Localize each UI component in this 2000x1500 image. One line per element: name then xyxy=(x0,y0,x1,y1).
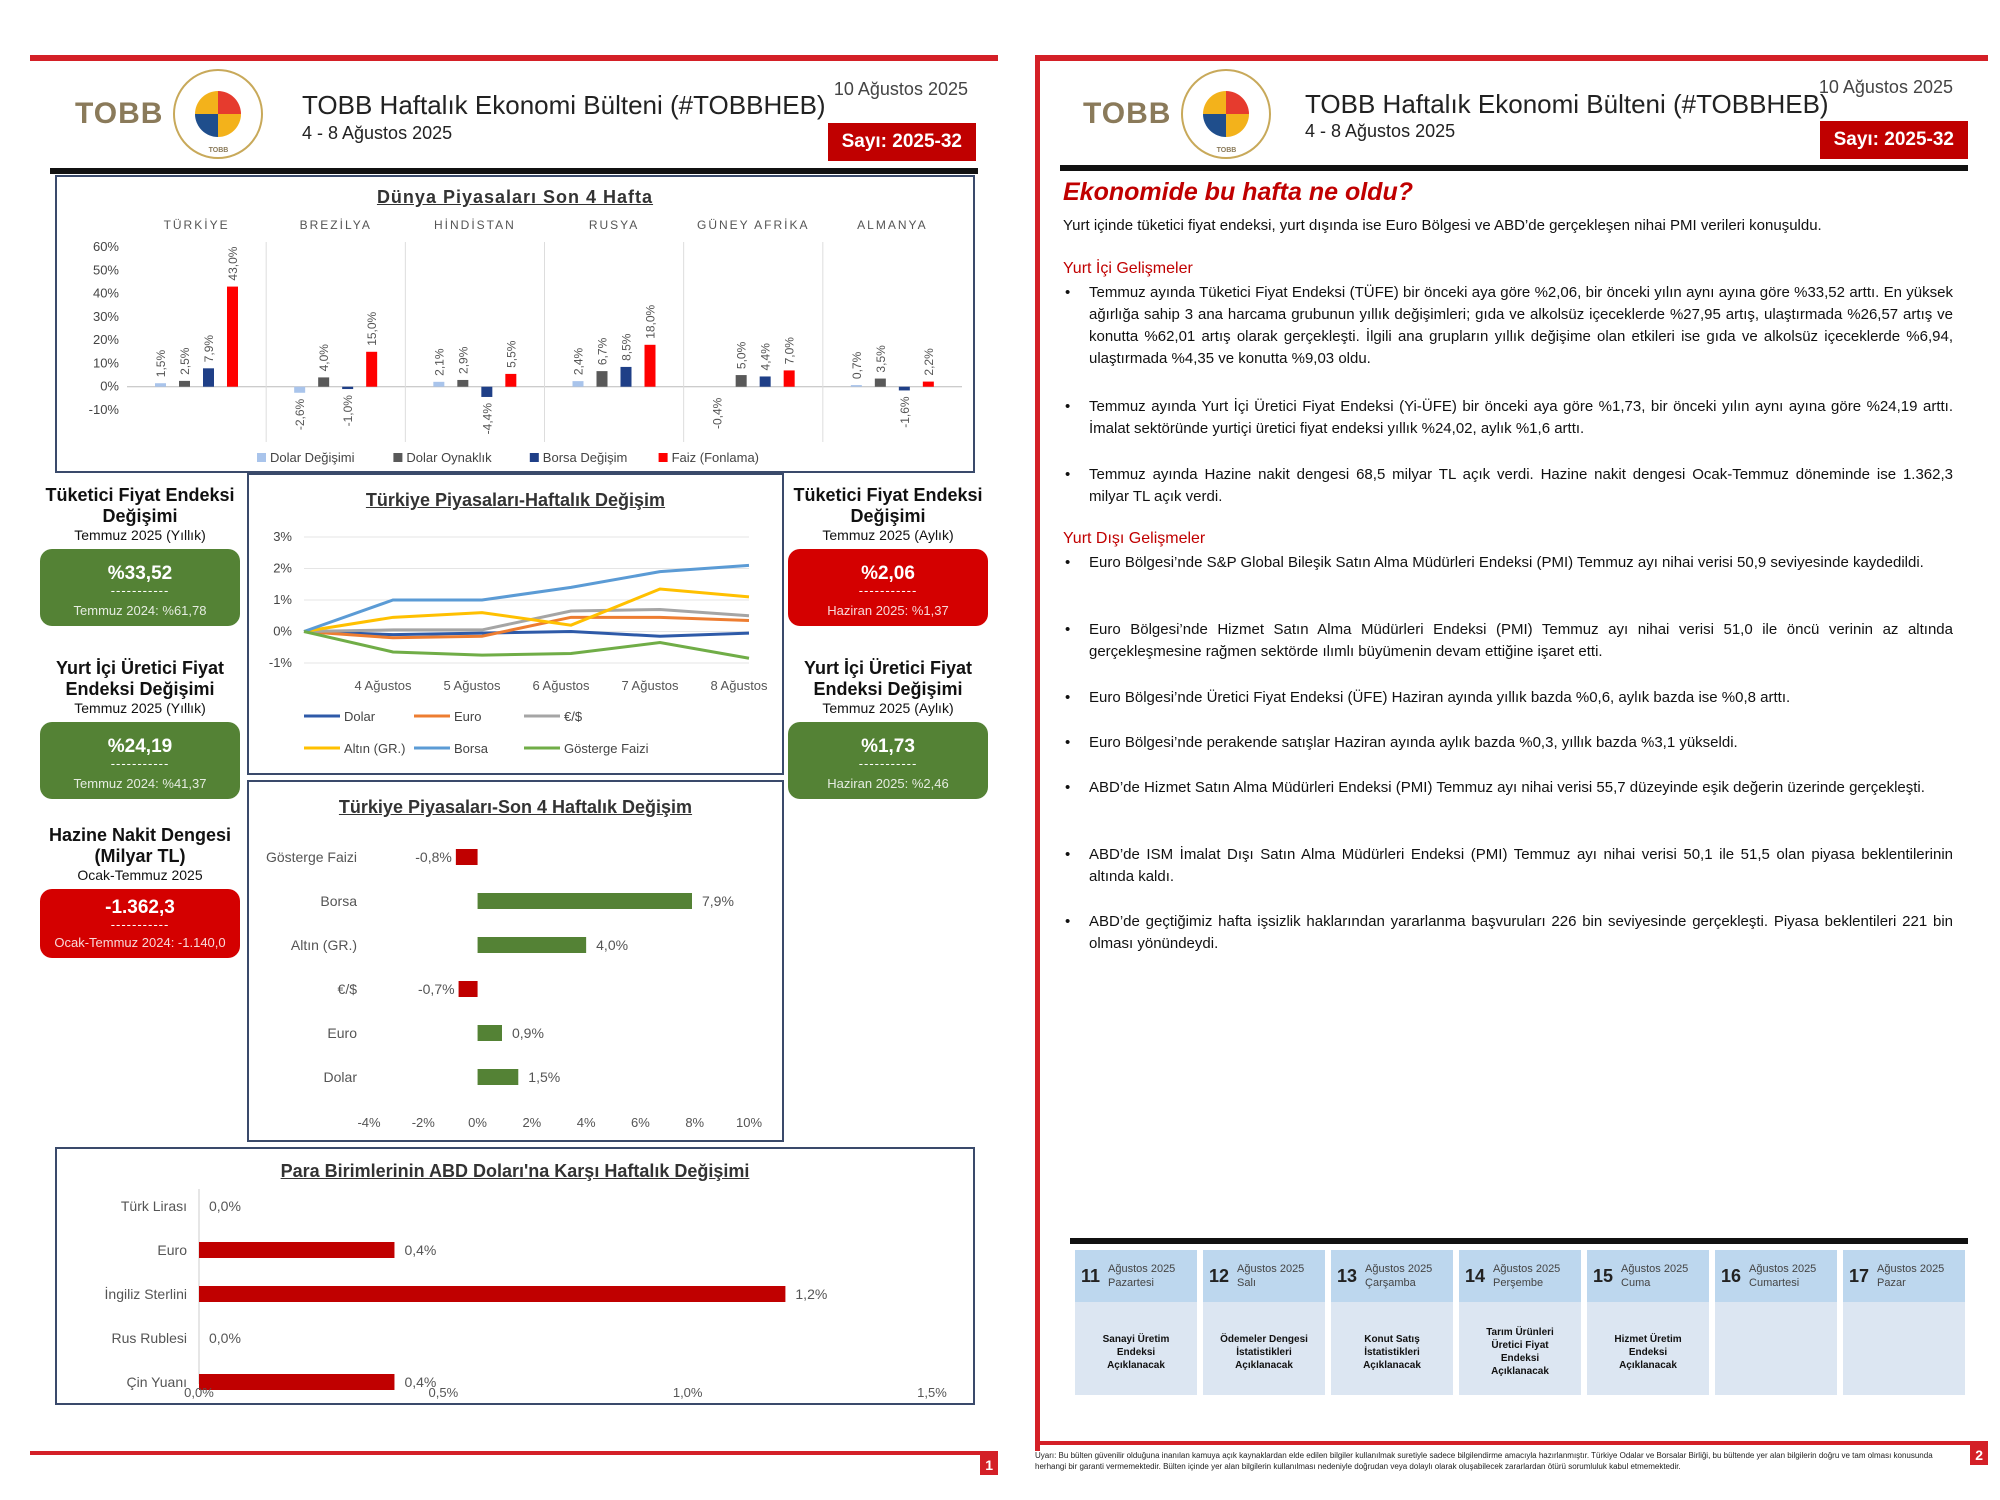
category-label: TÜRKİYE xyxy=(163,218,230,232)
foreign-item: • ABD’de Hizmet Satın Alma Müdürleri Endeksi (PMI) Temmuz ayı nihai verisi 55,7 düzeyinde eşik değerin üzerinde gerçekleşti. xyxy=(1063,777,1953,799)
bar-Dolar Oynaklık xyxy=(179,381,190,387)
bar-Faiz (Fonlama) xyxy=(923,382,934,387)
indicator-period: Temmuz 2025 (Aylık) xyxy=(822,527,954,543)
data-label: 7,0% xyxy=(782,337,797,365)
bulletin-date: 10 Ağustos 2025 xyxy=(833,79,968,99)
legend-label: Faiz (Fonlama) xyxy=(671,450,760,465)
x-tick-label: -2% xyxy=(411,1115,435,1130)
foreign-heading: Yurt Dışı Gelişmeler xyxy=(1063,530,1206,547)
category-label: Gösterge Faizi xyxy=(265,849,357,865)
ppi-monthly-indicator xyxy=(788,658,988,799)
x-tick-label: 4% xyxy=(576,1115,596,1130)
bar-Borsa Değişim xyxy=(342,387,353,389)
bulletin-date: 10 Ağustos 2025 xyxy=(1818,77,1953,97)
data-label: 0,0% xyxy=(209,1198,241,1214)
data-label: 2,1% xyxy=(432,348,447,376)
bar xyxy=(456,849,478,865)
data-label: 3,5% xyxy=(873,345,888,373)
data-label: -4,4% xyxy=(480,402,495,435)
four-week-change-svg xyxy=(249,782,782,1140)
legend-swatch xyxy=(530,453,539,462)
data-label: 7,9% xyxy=(202,334,216,363)
calendar-day: 12 Ağustos 2025 Salı Ödemeler Dengesi İstatistikleri Açıklanacak xyxy=(1203,1250,1325,1395)
cpi-yearly-indicator xyxy=(40,485,240,626)
domestic-item: • Temmuz ayında Yurt İçi Üretici Fiyat Endeksi (Yi-ÜFE) bir önceki aya göre %1,73, bir önceki yılın aynı ayına göre %24,19 arttı. İmalat sektöründe yurtiçi üretici fiyat endeksi yıllık %24,02, aylık %1,6 arttı. xyxy=(1063,396,1953,440)
left-red-border xyxy=(1035,55,1040,1451)
y-tick-label: 20% xyxy=(92,332,119,348)
bar xyxy=(478,937,587,953)
data-label: 0,4% xyxy=(404,1374,437,1390)
y-tick-label: -10% xyxy=(88,402,119,417)
foreign-item: • ABD’de ISM İmalat Dışı Satın Alma Müdürleri Endeksi (PMI) Temmuz ayı nihai verisi 50,1 ile 51,5 olan piyasa beklentilerinin altında kaldı. xyxy=(1063,844,1953,888)
x-tick-label: 6% xyxy=(631,1115,650,1130)
indicator-card: -1.362,3 ----------- Ocak-Temmuz 2024: -1.140,0 xyxy=(40,889,240,958)
chart-title: Türkiye Piyasaları-Son 4 Haftalık Değişim xyxy=(338,797,693,817)
indicator-title: Yurt İçi Üretici Fiyat Endeksi Değişimi xyxy=(803,658,973,699)
x-tick-label: 1,0% xyxy=(672,1385,703,1400)
y-tick-label: 3% xyxy=(273,529,292,544)
header-red-line xyxy=(1035,55,1988,61)
data-label: -1,0% xyxy=(341,395,356,427)
world-markets-svg xyxy=(57,177,973,471)
legend-label: Altın (GR.) xyxy=(344,741,406,756)
currency-change-chart xyxy=(55,1147,975,1405)
bulletin-title: TOBB Haftalık Ekonomi Bülteni (#TOBBHEB) xyxy=(1305,89,1829,119)
indicator-period: Ocak-Temmuz 2025 xyxy=(77,867,203,883)
data-label: 2,2% xyxy=(921,348,936,376)
indicator-title: Hazine Nakit Dengesi (Milyar TL) xyxy=(48,825,232,866)
data-label: 4,0% xyxy=(317,344,332,372)
calendar-event: Sanayi Üretim Endeksi Açıklanacak xyxy=(1102,1333,1170,1371)
category-label: RUSYA xyxy=(588,218,640,232)
data-label: -1,6% xyxy=(897,396,912,428)
indicator-value: %33,52 xyxy=(107,563,173,584)
tobb-seal-icon: TOBB xyxy=(173,69,263,159)
data-label: 5,5% xyxy=(504,340,519,368)
bar-Dolar Değişimi xyxy=(851,385,862,387)
data-label: 2,5% xyxy=(178,347,192,375)
x-tick-label: 5 Ağustos xyxy=(443,678,501,693)
category-label: Euro xyxy=(327,1025,357,1041)
bar xyxy=(199,1374,394,1390)
legend-label: Dolar Değişimi xyxy=(270,450,355,465)
data-label: 43,0% xyxy=(226,246,240,281)
bulletin-week: 4 - 8 Ağustos 2025 xyxy=(302,123,453,143)
legend-swatch xyxy=(393,453,402,462)
indicator-card: %33,52 ----------- Temmuz 2024: %61,78 xyxy=(40,549,240,626)
bar xyxy=(478,893,692,909)
bar xyxy=(478,1069,519,1085)
indicator-value: -1.362,3 xyxy=(105,897,175,918)
bar-Dolar Değişimi xyxy=(433,382,444,387)
data-label: 7,9% xyxy=(702,893,734,909)
data-label: 18,0% xyxy=(643,304,658,339)
bar-Borsa Değişim xyxy=(203,368,214,386)
calendar-divider xyxy=(1070,1238,1968,1244)
category-label: Borsa xyxy=(320,893,357,909)
category-label: BREZİLYA xyxy=(299,218,372,232)
legend-label: Dolar xyxy=(344,709,376,724)
bar-Faiz (Fonlama) xyxy=(784,370,795,386)
domestic-heading: Yurt İçi Gelişmeler xyxy=(1063,260,1193,277)
category-label: Rus Rublesi xyxy=(111,1330,187,1346)
header-divider xyxy=(50,168,978,174)
calendar-day: 14 Ağustos 2025 Perşembe Tarım Ürünleri Üretici Fiyat Endeksi Açıklanacak xyxy=(1459,1250,1581,1395)
page-2 xyxy=(1035,55,1988,1475)
chart-title: Dünya Piyasaları Son 4 Hafta xyxy=(376,187,654,207)
bar-Dolar Oynaklık xyxy=(597,371,608,387)
indicator-value: %2,06 xyxy=(861,563,915,584)
indicator-card: %2,06 ----------- Haziran 2025: %1,37 xyxy=(788,549,988,626)
x-tick-label: 1,5% xyxy=(917,1385,947,1400)
x-tick-label: 6 Ağustos xyxy=(532,678,590,693)
y-tick-label: 40% xyxy=(92,285,119,301)
x-tick-label: 0,5% xyxy=(428,1385,459,1400)
cpi-monthly-indicator xyxy=(788,485,988,626)
footer-red-line xyxy=(1035,1441,1988,1445)
legend-label: Euro xyxy=(454,709,482,724)
bar-Faiz (Fonlama) xyxy=(366,352,377,387)
section-title: Ekonomide bu hafta ne oldu? xyxy=(1063,178,1413,206)
foreign-item: • Euro Bölgesi’nde perakende satışlar Haziran ayında aylık bazda %0,3, yıllık bazda %3,1 yükseldi. xyxy=(1063,732,1953,754)
bar-Faiz (Fonlama) xyxy=(227,287,238,387)
tobb-logo xyxy=(1083,69,1271,159)
bar-Dolar Oynaklık xyxy=(457,380,468,387)
calendar-event xyxy=(1715,1302,1837,1392)
legend-swatch xyxy=(257,453,266,462)
x-tick-label: 2% xyxy=(522,1115,542,1130)
tobb-seal-icon: TOBB xyxy=(1181,69,1271,159)
indicator-title: Yurt İçi Üretici Fiyat Endeksi Değişimi xyxy=(55,658,225,699)
data-label: 4,0% xyxy=(596,937,629,953)
indicator-period: Temmuz 2025 (Yıllık) xyxy=(74,527,206,543)
calendar-day: 17 Ağustos 2025 Pazar xyxy=(1843,1250,1965,1395)
calendar-event: Ödemeler Dengesi İstatistikleri Açıklanacak xyxy=(1220,1333,1308,1371)
category-label: HİNDİSTAN xyxy=(434,218,516,232)
bar xyxy=(459,981,478,997)
indicator-period: Temmuz 2025 (Yıllık) xyxy=(74,700,206,716)
data-label: 2,4% xyxy=(571,347,586,376)
y-tick-label: -1% xyxy=(268,655,292,670)
bulletin-title: TOBB Haftalık Ekonomi Bülteni (#TOBBHEB) xyxy=(302,90,826,120)
weekly-calendar xyxy=(1075,1250,1965,1395)
category-label: Dolar xyxy=(323,1069,357,1085)
indicator-title: Tüketici Fiyat Endeksi Değişimi xyxy=(45,485,235,526)
legend-label: Gösterge Faizi xyxy=(564,741,649,756)
indicator-previous: Temmuz 2024: %61,78 xyxy=(73,603,207,618)
data-label: -0,4% xyxy=(710,397,725,430)
bar-Borsa Değişim xyxy=(481,387,492,397)
disclaimer: Uyarı: Bu bülten güvenilir olduğuna inanılan kamuya açık kaynaklardan elde edilen bilgiler kullanılmak suretiyle sadece bilgilendirme amacıyla hazırlanmıştır. Türkiye Odalar ve Borsalar Birliği, bu bültende yer alan bilgilerin doğru ve tam olması konusunda herhangi bir garanti vermemektedir. Bülten içinde yer alan bilgilerin kullanılması nedeniyle doğrudan veya dolaylı olarak oluşabilecek zararlardan ötürü sorumluluk kabul etmemektedir. xyxy=(1035,1451,1933,1471)
category-label: İngiliz Sterlini xyxy=(104,1286,187,1302)
indicator-period: Temmuz 2025 (Aylık) xyxy=(822,700,954,716)
y-tick-label: 2% xyxy=(273,560,292,576)
calendar-event: Hizmet Üretim Endeksi Açıklanacak xyxy=(1614,1333,1682,1371)
indicator-card: %1,73 ----------- Haziran 2025: %2,46 xyxy=(788,722,988,799)
foreign-item: • Euro Bölgesi’nde Hizmet Satın Alma Müdürleri Endeksi (PMI) Temmuz ayı nihai verisi 51,0 ile öncü verinin az altında gerçekleşmesine rağmen sektörde ılımlı büyümenin devam ettiğine işaret etti. xyxy=(1063,619,1953,663)
category-label: €/$ xyxy=(337,981,357,997)
y-tick-label: 50% xyxy=(92,262,119,278)
page-number: 2 xyxy=(1970,1445,1988,1465)
header-divider xyxy=(1060,165,1968,171)
calendar-day: 16 Ağustos 2025 Cumartesi xyxy=(1715,1250,1837,1395)
data-label: -0,8% xyxy=(415,849,452,865)
data-label: 6,7% xyxy=(595,337,610,366)
data-label: -2,6% xyxy=(293,398,308,431)
bulletin-week: 4 - 8 Ağustos 2025 xyxy=(1305,121,1456,141)
bar-Faiz (Fonlama) xyxy=(505,374,516,387)
treasury-indicator xyxy=(40,825,240,958)
y-tick-label: 0% xyxy=(273,623,292,639)
page-1 xyxy=(30,55,998,1475)
category-label: Altın (GR.) xyxy=(290,937,357,953)
legend-label: Borsa xyxy=(454,741,488,756)
data-label: 8,5% xyxy=(619,333,634,361)
category-label: Türk Lirası xyxy=(120,1198,187,1214)
legend-label: Dolar Oynaklık xyxy=(406,450,492,465)
category-label: GÜNEY AFRİKA xyxy=(697,218,810,232)
calendar-day: 15 Ağustos 2025 Cuma Hizmet Üretim Endeksi Açıklanacak xyxy=(1587,1250,1709,1395)
x-tick-label: 4 Ağustos xyxy=(354,678,412,693)
y-tick-label: 1% xyxy=(273,592,292,607)
y-tick-label: 0% xyxy=(100,378,119,394)
data-label: 1,2% xyxy=(795,1286,828,1302)
bar xyxy=(199,1286,785,1302)
data-label: 5,0% xyxy=(734,341,749,370)
data-label: 0,9% xyxy=(512,1025,544,1041)
foreign-item: • Euro Bölgesi’nde S&P Global Bileşik Satın Alma Müdürleri Endeksi (PMI) Temmuz ayı nihai verisi 50,9 seviyesinde kaydedildi. xyxy=(1063,552,1953,574)
data-label: 4,4% xyxy=(758,343,773,371)
intro-text: Yurt içinde tüketici fiyat endeksi, yurt dışında ise Euro Bölgesi ve ABD’de gerçekleşen nihai PMI verileri konuşuldu. xyxy=(1063,217,1822,234)
data-label: 15,0% xyxy=(365,311,380,346)
data-label: 0,0% xyxy=(209,1330,241,1346)
ppi-yearly-indicator xyxy=(40,658,240,799)
bar-Borsa Değişim xyxy=(760,376,771,386)
category-label: ALMANYA xyxy=(857,218,928,232)
domestic-item: • Temmuz ayında Tüketici Fiyat Endeksi (TÜFE) bir önceki aya göre %2,06, bir önceki yılın aynı ayına göre %33,52 arttı. En yüksek ağırlığa sahip 3 ana harcama grubunun yıllık değişimleri; gıda ve alkolsüz içeceklerde %27,95 artış, ulaştırmada %26,57 artış ve konutta %62,01 artış olarak gerçekleşti. İlgili ana grupların yıllık değişime olan etkileri ise gıda ve alkolsüz içeceklerde %6,94, ulaştırmada %4,35 ve konutta %9,03 oldu. xyxy=(1063,282,1953,370)
issue-badge: Sayı: 2025-32 xyxy=(828,123,976,161)
data-label: 2,9% xyxy=(456,346,471,374)
indicator-previous: Ocak-Temmuz 2024: -1.140,0 xyxy=(54,935,226,950)
logo-text: TOBB xyxy=(1083,97,1172,130)
legend-label: Borsa Değişim xyxy=(542,450,628,465)
indicator-value: %1,73 xyxy=(861,736,915,757)
x-tick-label: -4% xyxy=(357,1115,381,1130)
bar-Faiz (Fonlama) xyxy=(645,345,656,387)
domestic-item: • Temmuz ayında Hazine nakit dengesi 68,5 milyar TL açık verdi. Hazine nakit dengesi Ocak-Temmuz döneminde ise 1.362,3 milyar TL açık verdi. xyxy=(1063,464,1953,508)
footer-red-line xyxy=(30,1451,998,1455)
logo-text: TOBB xyxy=(75,97,164,130)
bar-Dolar Değişimi xyxy=(155,383,166,386)
y-tick-label: 30% xyxy=(92,308,119,324)
indicator-card: %24,19 ----------- Temmuz 2024: %41,37 xyxy=(40,722,240,799)
category-label: Çin Yuanı xyxy=(126,1374,187,1390)
indicator-value: %24,19 xyxy=(107,736,173,757)
bar-Dolar Oynaklık xyxy=(875,379,886,387)
bar xyxy=(478,1025,502,1041)
bar-Dolar Oynaklık xyxy=(736,375,747,387)
x-tick-label: 8 Ağustos xyxy=(710,678,768,693)
calendar-event: Konut Satış İstatistikleri Açıklanacak xyxy=(1363,1333,1421,1371)
data-label: 1,5% xyxy=(154,349,168,378)
bar-Dolar Oynaklık xyxy=(318,377,329,386)
issue-badge: Sayı: 2025-32 xyxy=(1820,121,1968,159)
calendar-event xyxy=(1843,1302,1965,1392)
x-tick-label: 7 Ağustos xyxy=(621,678,679,693)
weekly-change-svg xyxy=(249,475,782,773)
x-tick-label: 0,0% xyxy=(184,1385,214,1400)
calendar-event: Tarım Ürünleri Üretici Fiyat Endeksi Açıklanacak xyxy=(1486,1327,1554,1377)
bar-Dolar Değişimi xyxy=(573,381,584,387)
bar-Borsa Değişim xyxy=(621,367,632,387)
page-number: 1 xyxy=(980,1455,998,1475)
calendar-day: 13 Ağustos 2025 Çarşamba Konut Satış İstatistikleri Açıklanacak xyxy=(1331,1250,1453,1395)
indicator-previous: Temmuz 2024: %41,37 xyxy=(73,776,207,791)
calendar-day: 11 Ağustos 2025 Pazartesi Sanayi Üretim Endeksi Açıklanacak xyxy=(1075,1250,1197,1395)
data-label: 0,4% xyxy=(404,1242,437,1258)
y-tick-label: 60% xyxy=(92,239,119,254)
world-markets-chart xyxy=(55,175,975,473)
bar xyxy=(199,1242,394,1258)
four-week-change-chart xyxy=(247,780,784,1142)
currency-change-svg xyxy=(57,1149,973,1403)
data-label: 0,7% xyxy=(849,351,864,380)
weekly-change-line-chart xyxy=(247,473,784,775)
data-label: -0,7% xyxy=(417,981,455,997)
foreign-item: • ABD’de geçtiğimiz hafta işsizlik haklarından yararlanma başvuruları 226 bin seviyesinde gerçekleşti. Piyasa beklentileri 221 bin olması yönündeydi. xyxy=(1063,911,1953,955)
chart-title: Türkiye Piyasaları-Haftalık Değişim xyxy=(365,490,666,510)
legend-label: €/$ xyxy=(564,709,583,724)
header-red-line xyxy=(30,55,998,61)
bar-Borsa Değişim xyxy=(899,387,910,391)
bar-Dolar Değişimi xyxy=(294,387,305,393)
foreign-item: • Euro Bölgesi’nde Üretici Fiyat Endeksi (ÜFE) Haziran ayında yıllık bazda %0,6, aylık bazda ise %0,8 arttı. xyxy=(1063,687,1953,709)
legend-swatch xyxy=(659,453,668,462)
data-label: 1,5% xyxy=(528,1069,561,1085)
chart-title: Para Birimlerinin ABD Doları'na Karşı Haftalık Değişimi xyxy=(280,1161,750,1181)
y-tick-label: 10% xyxy=(92,355,119,371)
category-label: Euro xyxy=(157,1242,187,1258)
indicator-previous: Haziran 2025: %2,46 xyxy=(827,776,949,791)
x-tick-label: 10% xyxy=(735,1115,763,1130)
indicator-previous: Haziran 2025: %1,37 xyxy=(827,603,949,618)
indicator-title: Tüketici Fiyat Endeksi Değişimi xyxy=(793,485,983,526)
x-tick-label: 8% xyxy=(685,1115,705,1130)
x-tick-label: 0% xyxy=(468,1115,487,1130)
tobb-logo xyxy=(75,69,263,159)
